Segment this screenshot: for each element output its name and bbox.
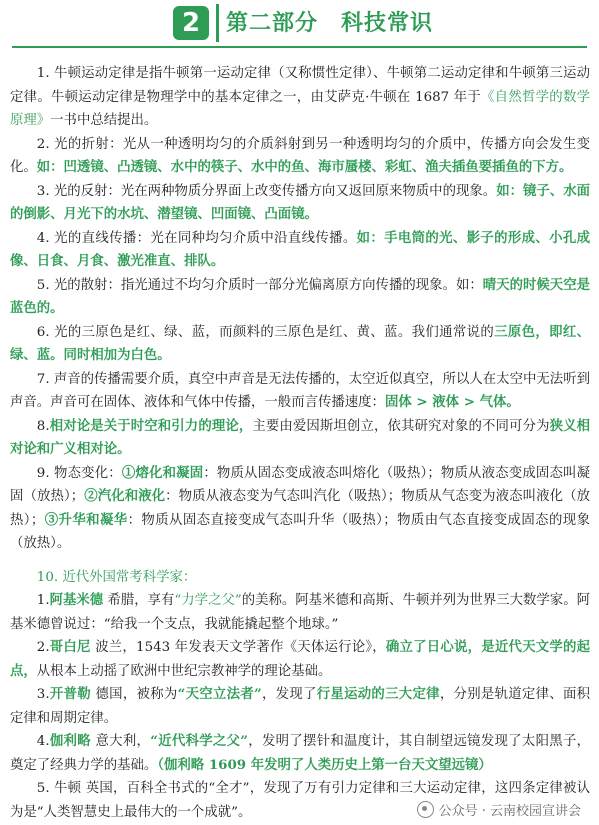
section-header xyxy=(0,0,599,52)
text: 8. xyxy=(36,418,50,434)
highlight: 三原色，即红、绿、蓝。同时相加为白色。 xyxy=(10,323,591,363)
paragraph-newton-laws xyxy=(10,62,590,133)
title-quote: “天空立法者” xyxy=(177,686,262,702)
text: 3. 光的反射：光在两种物质分界面上改变传播方向又返回原来物质中的现象。 xyxy=(36,183,497,199)
text: 5. 牛顿 英国，百科全书式的“全才”，发现了万有引力定律和三大运动定律，这四条定律被认为是“人类智慧史上最伟大的一个成就”。 xyxy=(10,781,590,820)
text: ，发明了摆针和温度计，其自制望远镜发现了太阳黑子，奠定了经典力学的基础。 xyxy=(10,734,591,773)
highlight: ②汽化和液化 xyxy=(84,488,166,504)
scientist-name: 伽利略 xyxy=(49,733,91,749)
highlight: 如：手电筒的光、影子的形成、小孔成像、日食、月食、激光准直、排队。 xyxy=(10,229,591,269)
scientist-name: 开普勒 xyxy=(49,686,91,702)
text: 意大利， xyxy=(95,734,151,749)
text: 2. 光的折射：光从一种透明均匀的介质斜射到另一种透明均匀的介质中，传播方向会发生变化。 xyxy=(10,136,590,175)
highlight: ①熔化和凝固 xyxy=(121,464,204,481)
highlight: 确立了日心说，是近代天文学的起点， xyxy=(10,639,591,679)
highlight: （伽利略 1609 年发明了人类历史上第一台天文望远镜） xyxy=(157,756,492,773)
scientist-name: 哥白尼 xyxy=(49,639,91,655)
text: 2. xyxy=(36,640,50,655)
text: ，分别是轨道定律、面积定律和周期定律。 xyxy=(10,687,591,726)
text: 6. 光的三原色是红、绿、蓝，而颜料的三原色是红、黄、蓝。我们通常说的 xyxy=(36,324,495,340)
highlight: ③升华和凝华 xyxy=(44,511,128,528)
highlight: 行星运动的三大定律 xyxy=(316,686,440,702)
paragraph-primary-colors xyxy=(10,321,590,368)
title-quote: “力学之父” xyxy=(174,593,242,608)
text: ：物质从固态变成液态叫熔化（吸热）；物质从液态变成固态叫凝固（放热）； xyxy=(10,465,590,504)
header-underline xyxy=(12,46,587,48)
scientist-name: 阿基米德 xyxy=(49,592,104,608)
text: 德国，被称为 xyxy=(95,687,178,702)
text: 从根本上动摇了欧洲中世纪宗教神学的理论基础。 xyxy=(36,663,332,679)
header-divider xyxy=(216,4,219,42)
highlight: 如：镜子、水面的倒影、月光下的水坑、潜望镜、凹面镜、凸面镜。 xyxy=(10,182,591,222)
paragraph-phase-change xyxy=(10,462,590,556)
watermark-text: 公众号 · 云南校园宣讲会 xyxy=(438,804,581,819)
book-title: 《自然哲学的数学原理》 xyxy=(10,89,590,128)
paragraph-scattering xyxy=(10,274,590,321)
title-quote: “近代科学之父” xyxy=(150,733,248,749)
section-number-badge: 2 xyxy=(173,6,209,40)
paragraph-sound xyxy=(10,368,590,415)
text: 4. 光的直线传播：光在同种均匀介质中沿直线传播。 xyxy=(36,230,357,246)
text: 1. 牛顿运动定律是指牛顿第一运动定律（又称惯性定律）、牛顿第二运动定律和牛顿第三运动定律。牛顿运动定律是物理学中的基本定律之一，由艾萨克·牛顿在 1687 年于 xyxy=(10,66,590,105)
text: 4. xyxy=(36,734,50,749)
text: 希腊，享有 xyxy=(107,593,175,608)
spacer xyxy=(10,556,590,566)
wechat-icon xyxy=(417,801,434,818)
paragraph-relativity xyxy=(10,415,590,462)
text: 7. 声音的传播需要介质，真空中声音是无法传播的，太空近似真空，所以人在太空中无法听到声音。声音可在固体、液体和气体中传播，一般而言传播速度： xyxy=(10,371,590,410)
highlight: 晴天的时候天空是蓝色的。 xyxy=(10,276,591,316)
highlight: 相对论是关于时空和引力的理论， xyxy=(49,417,253,434)
text: 9. 物态变化： xyxy=(36,465,122,481)
scientists-heading: 10. 近代外国常考科学家： xyxy=(36,569,197,585)
text: ，发现了 xyxy=(261,687,317,702)
text: 5. 光的散射：指光通过不均匀介质时一部分光偏离原方向传播的现象。如： xyxy=(36,277,483,293)
text: 波兰，1543 年发表天文学著作《天体运行论》， xyxy=(95,640,386,655)
text: 一书中总结提出。 xyxy=(50,113,158,128)
text: 1. xyxy=(36,593,50,608)
paragraph-linear-propagation xyxy=(10,227,590,274)
text: ：物质从液态变为气态叫汽化（吸热）；物质从气态变为液态叫液化（放热）； xyxy=(10,489,590,528)
scientist-archimedes xyxy=(10,589,590,636)
scientist-kepler xyxy=(10,683,590,730)
text: ：物质从固态直接变成气态叫升华（吸热）；物质由气态直接变成固态的现象（放热）。 xyxy=(10,512,590,551)
text: 3. xyxy=(36,687,50,702)
paragraph-reflection xyxy=(10,180,590,227)
text: 的美称。阿基米德和高斯、牛顿并列为世界三大数学家。阿基米德曾说过：“给我一个支点，我就能撬起整个地球。” xyxy=(10,593,590,632)
watermark xyxy=(415,800,583,819)
highlight: 狭义相对论和广义相对论。 xyxy=(10,417,591,457)
text: 主要由爱因斯坦创立，依其研究对象的不同可分为 xyxy=(252,418,550,434)
scientist-copernicus xyxy=(10,636,590,683)
article-body xyxy=(10,62,590,824)
highlight: 如：凹透镜、凸透镜、水中的筷子、水中的鱼、海市蜃楼、彩虹、渔夫插鱼要插鱼的下方。 xyxy=(36,159,573,175)
section-title: 第二部分 科技常识 xyxy=(226,11,434,36)
highlight: 固体 > 液体 > 气体。 xyxy=(384,394,520,410)
paragraph-refraction xyxy=(10,133,590,180)
scientist-galileo xyxy=(10,730,590,777)
